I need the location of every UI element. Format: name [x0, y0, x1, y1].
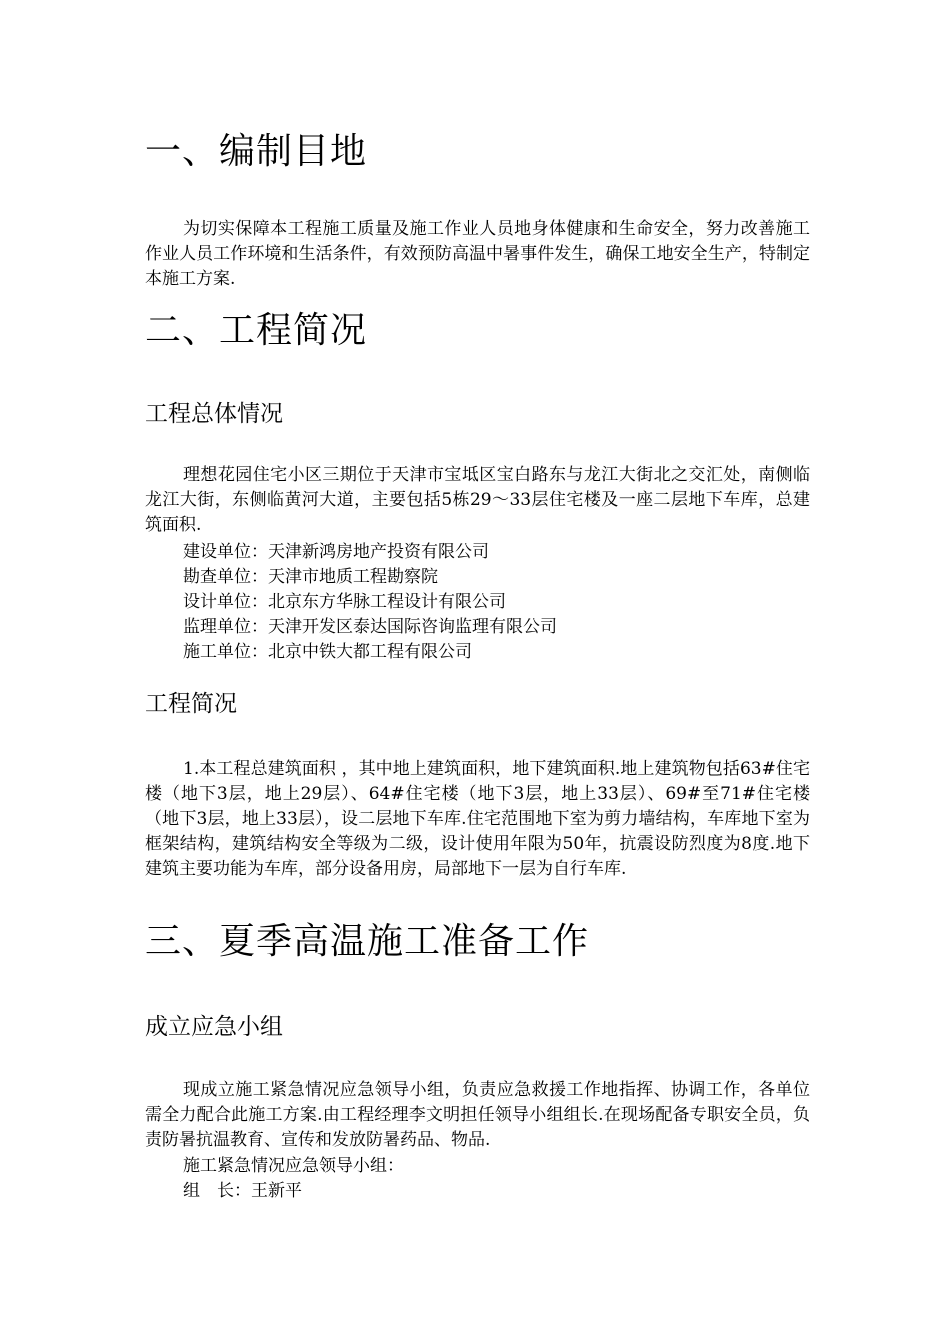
construction-unit-line: 建设单位：天津新鸿房地产投资有限公司	[183, 542, 489, 562]
subheading-general-situation: 工程总体情况	[145, 401, 283, 427]
general-situation-paragraph: 理想花园住宅小区三期位于天津市宝坻区宝白路东与龙江大街北之交汇处，南侧临龙江大街，东侧临黄河大道，主要包括5栋29～33层住宅楼及一座二层地下车库，总建筑面积.	[145, 465, 810, 535]
section-heading-overview: 二、工程简况	[145, 310, 368, 351]
project-brief-paragraph: 1.本工程总建筑面积 ，其中地上建筑面积，地下建筑面积.地上建筑物包括63#住宅楼（地下3层，地上29层）、64#住宅楼（地下3层，地上33层）、69#至71#住宅楼（地下3层，地上33层），设二层地下车库.住宅范围地下室为剪力墙结构，车库地下室为框架结构，建筑结构安全等级为二级，设计使用年限为50年，抗震设防烈度为8度.地下建筑主要功能为车库，部分设备用房，局部地下一层为自行车库.	[145, 759, 810, 879]
supervision-unit-line: 监理单位：天津开发区泰达国际咨询监理有限公司	[183, 617, 557, 637]
section-heading-purpose: 一、编制目地	[145, 131, 368, 172]
design-unit-line: 设计单位：北京东方华脉工程设计有限公司	[183, 592, 506, 612]
survey-unit-line: 勘查单位：天津市地质工程勘察院	[183, 567, 438, 587]
team-leader-line: 组 长：王新平	[183, 1181, 302, 1201]
emergency-team-paragraph: 现成立施工紧急情况应急领导小组，负责应急救援工作地指挥、协调工作，各单位需全力配合此施工方案.由工程经理李文明担任领导小组组长.在现场配备专职安全员，负责防暑抗温教育、宣传和发放防暑药品、物品.	[145, 1080, 810, 1150]
subheading-emergency-team: 成立应急小组	[145, 1014, 283, 1040]
subheading-project-brief: 工程简况	[145, 691, 237, 717]
contractor-unit-line: 施工单位：北京中铁大都工程有限公司	[183, 642, 472, 662]
purpose-paragraph: 为切实保障本工程施工质量及施工作业人员地身体健康和生命安全，努力改善施工作业人员工作环境和生活条件，有效预防高温中暑事件发生，确保工地安全生产，特制定本施工方案.	[145, 219, 810, 289]
emergency-team-list-title: 施工紧急情况应急领导小组：	[183, 1156, 404, 1176]
section-heading-preparation: 三、夏季高温施工准备工作	[145, 921, 590, 962]
